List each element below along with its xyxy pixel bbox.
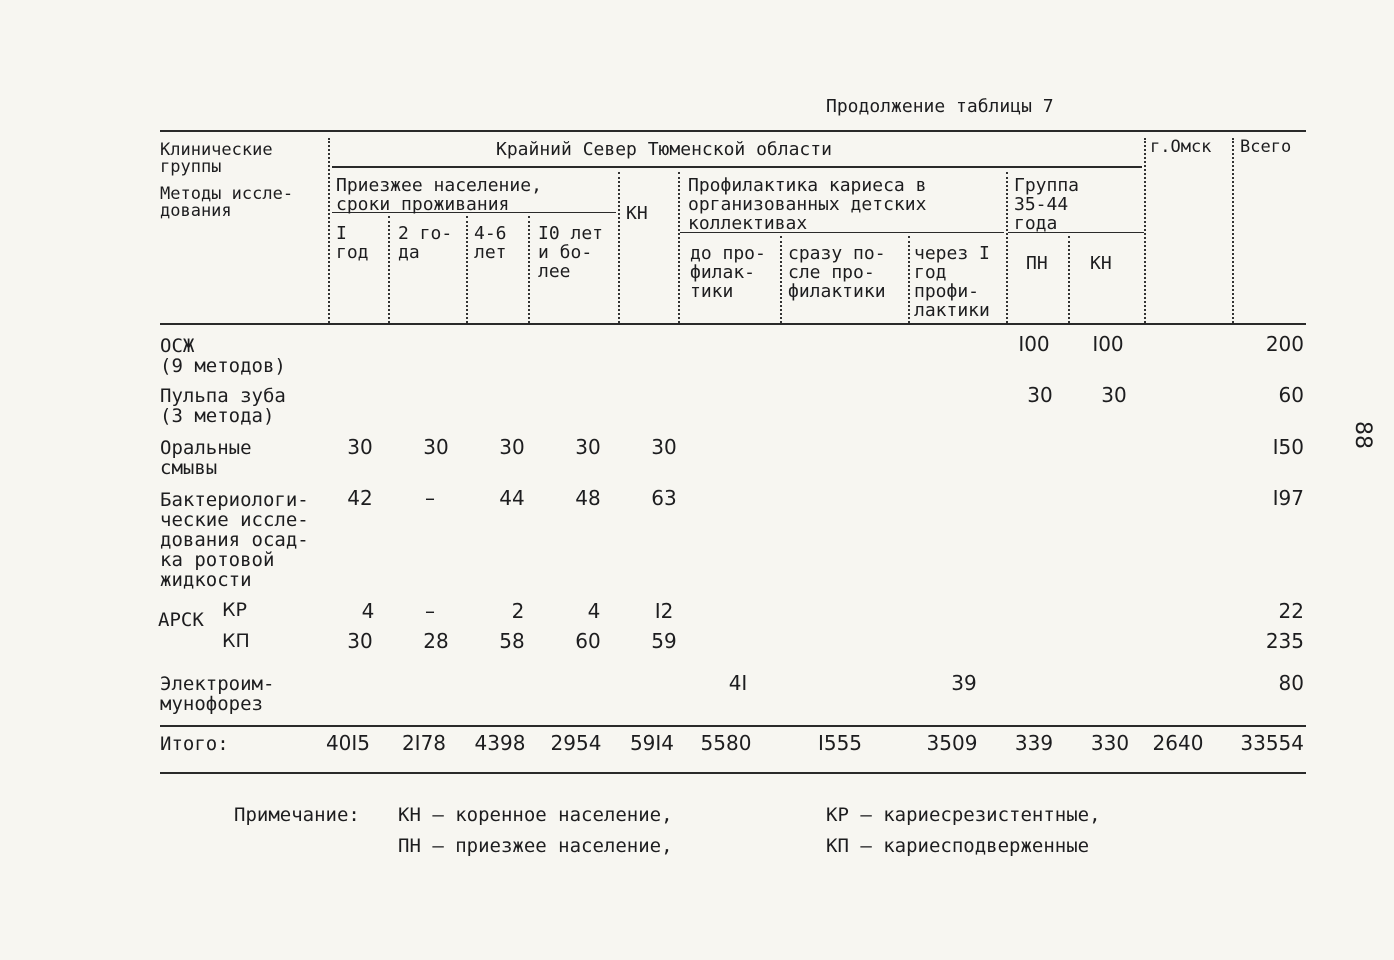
prof-header: Профилактика кариеса в организованных детских коллективах — [688, 175, 927, 234]
cell-total: I97 — [1272, 486, 1304, 510]
cell-kn: I2 — [654, 599, 674, 623]
region-header: Крайний Север Тюменской области — [496, 139, 832, 160]
note-pn: ПН – приезжее население, — [398, 835, 673, 857]
cell-total: 200 — [1265, 332, 1304, 356]
cell-total: 80 — [1278, 671, 1304, 695]
itogo-1-year: 40I5 — [325, 731, 371, 755]
row-sublabel-kr: КР — [222, 599, 247, 621]
itogo-kn: 59I4 — [629, 731, 675, 755]
col-separator — [328, 138, 330, 323]
note-kr: КР – кариесрезистентные, — [826, 804, 1101, 826]
region-rule — [332, 166, 1142, 168]
itogo-4-6-years: 4398 — [474, 731, 526, 755]
row-label-bacteriological: Бактериологи- ческие иссле- дования осад- ка ротовой жидкости — [160, 489, 309, 591]
top-rule — [160, 130, 1306, 132]
cell-total: 235 — [1265, 629, 1304, 653]
cell-before: 4I — [728, 671, 748, 695]
note-kn: КН – коренное население, — [398, 804, 673, 826]
cell-total: 22 — [1278, 599, 1304, 623]
cell-total: 60 — [1278, 383, 1304, 407]
col-separator — [1232, 138, 1234, 323]
cell-after-1-year: 39 — [951, 671, 977, 695]
omsk-header: г.Омск — [1150, 137, 1212, 157]
cell-2-years: 30 — [423, 435, 449, 459]
col-separator — [1144, 138, 1146, 323]
group35-header: Группа 35-44 года — [1014, 175, 1080, 234]
col-separator — [678, 172, 680, 323]
total-header: Всего — [1240, 137, 1292, 157]
itogo-before: 5580 — [700, 731, 752, 755]
row-label-pulp: Пульпа зуба (3 метода) — [160, 385, 286, 427]
row-label-electroimmunophoresis: Электроим- мунофорез — [160, 673, 275, 715]
sub-header-4-6-years: 4-6 лет — [474, 223, 507, 263]
cell-2-years: – — [425, 599, 435, 623]
page-number: 88 — [1350, 421, 1375, 449]
prieszh-header: Приезжее население, сроки проживания — [336, 175, 542, 215]
cell-total: I50 — [1272, 435, 1304, 459]
cell-kn: 30 — [651, 435, 677, 459]
itogo-pn: 339 — [1014, 731, 1054, 755]
row-label-osj: ОСЖ (9 методов) — [160, 335, 286, 377]
cell-1-year: 4 — [361, 599, 375, 623]
row-header-methods: Методы иссле- дования — [160, 184, 294, 221]
itogo-10-years: 2954 — [550, 731, 602, 755]
sub-header-kn: КН — [1090, 253, 1112, 274]
sub-header-2-years: 2 го- да — [398, 223, 453, 263]
sub-header-after-1-year: через I год профи- лактики — [914, 243, 990, 321]
row-sublabel-kp: КП — [222, 630, 250, 652]
cell-2-years: – — [425, 486, 435, 510]
itogo-label: Итого: — [160, 733, 229, 755]
itogo-right-after: I555 — [817, 731, 863, 755]
col-separator — [528, 216, 530, 323]
cell-2-years: 28 — [423, 629, 449, 653]
cell-pn: I00 — [1018, 332, 1050, 356]
cell-kn: 63 — [651, 486, 677, 510]
col-separator — [1006, 172, 1008, 323]
note-kp: КП – кариесподверженные — [826, 835, 1090, 857]
sub-header-1-year: I год — [336, 223, 369, 263]
cell-10-years: 4 — [587, 599, 601, 623]
col-separator — [466, 216, 468, 323]
note-title: Примечание: — [234, 804, 360, 826]
sub-header-right-after: сразу по- сле про- филактики — [788, 243, 886, 302]
col-separator — [388, 216, 390, 323]
row-label-oral-washes: Оральные смывы — [160, 437, 252, 479]
col-separator — [1068, 236, 1070, 323]
itogo-bottom-rule — [160, 772, 1306, 774]
cell-kn2: I00 — [1092, 332, 1124, 356]
header-bottom-rule — [160, 323, 1306, 325]
cell-10-years: 60 — [575, 629, 601, 653]
col-separator — [780, 236, 782, 323]
row-header-clinical-groups: Клинические группы — [160, 140, 273, 177]
cell-pn: 30 — [1027, 383, 1053, 407]
cell-kn: 59 — [651, 629, 677, 653]
sub-header-pn: ПН — [1026, 253, 1048, 274]
cell-4-6-years: 30 — [499, 435, 525, 459]
cell-4-6-years: 58 — [499, 629, 525, 653]
cell-1-year: 30 — [347, 629, 373, 653]
itogo-after-1-year: 3509 — [926, 731, 978, 755]
cell-4-6-years: 44 — [499, 486, 525, 510]
row-label-arsk: АРСК — [158, 609, 204, 631]
sub-header-before: до про- филак- тики — [690, 243, 766, 302]
cell-10-years: 48 — [575, 486, 601, 510]
itogo-omsk: 2640 — [1152, 731, 1204, 755]
itogo-total: 33554 — [1240, 731, 1304, 755]
cell-1-year: 30 — [347, 435, 373, 459]
itogo-top-rule — [160, 725, 1306, 727]
kn-header: КН — [626, 203, 648, 224]
col-separator — [618, 172, 620, 323]
table-caption: Продолжение таблицы 7 — [826, 96, 1054, 117]
cell-10-years: 30 — [575, 435, 601, 459]
itogo-kn2: 330 — [1090, 731, 1130, 755]
sub-header-10-years: I0 лет и бо- лее — [538, 223, 604, 282]
itogo-2-years: 2I78 — [401, 731, 447, 755]
col-separator — [908, 236, 910, 323]
cell-1-year: 42 — [347, 486, 373, 510]
cell-4-6-years: 2 — [511, 599, 525, 623]
cell-kn2: 30 — [1101, 383, 1127, 407]
